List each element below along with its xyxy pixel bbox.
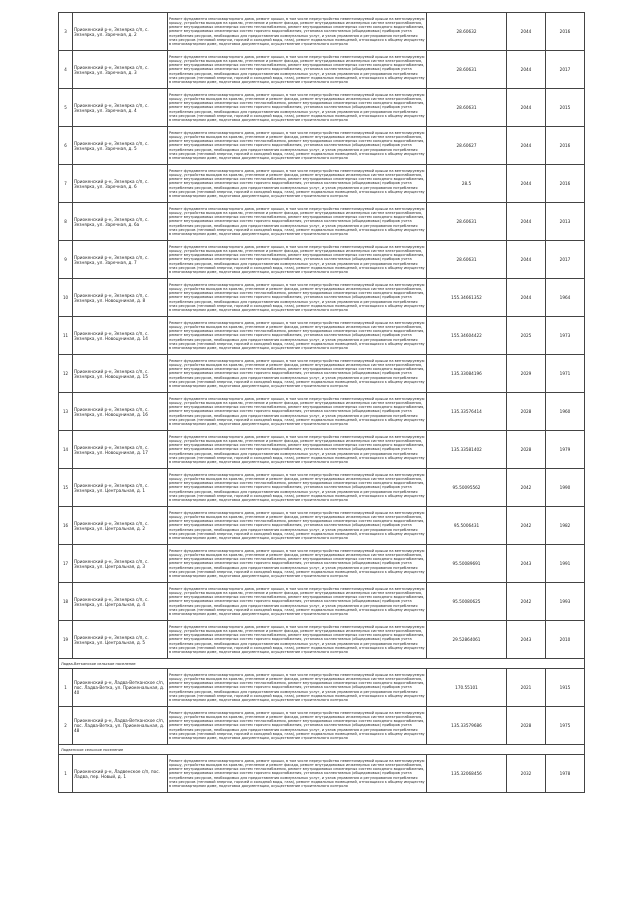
cost-cell: 28.60632: [427, 13, 507, 51]
work-description-cell: [168, 13, 427, 51]
row-number: 15: [59, 469, 73, 507]
year-built-cell: 1960: [546, 393, 585, 431]
table-row: [59, 279, 585, 317]
work-description-text: Ремонт фундамента многоквартирного дома, ремонт крыши, в том числе переустройство невентилируемой крыши на вентилируемую крышу, устройство выходов на кровлю, утепление и ремонт фасада, ремонт внутридомовых инженерных систем электроснабжения, ремонт внутридомовых инженерных систем теплоснабжения, ремонт внутридомовых инженерных систем холодного водоснабжения, ремонт внутридомовых инженерных систем горячего водоснабжения, установка коллективных (общедомовых) приборов учета потребления ресурсов, необходимых для предоставления коммунальных услуг, и узлов управления и регулирования потребления этих ресурсов (тепловой энергии, горячей и холодной воды, газа), ремонт подвальных помещений, относящихся к общему имуществу в многоквартирном доме, подготовка документации, осуществление строительного контроля: [169, 434, 425, 464]
section-label: Ладва-Ветканское сельское поселение: [59, 659, 585, 669]
cost-cell: 95.5006431: [427, 507, 507, 545]
table-row: [59, 431, 585, 469]
work-description-text: Ремонт фундамента многоквартирного дома, ремонт крыши, в том числе переустройство невентилируемой крыши на вентилируемую крышу, устройство выходов на кровлю, утепление и ремонт фасада, ремонт внутридомовых инженерных систем электроснабжения, ремонт внутридомовых инженерных систем теплоснабжения, ремонт внутридомовых инженерных систем холодного водоснабжения, ремонт внутридомовых инженерных систем горячего водоснабжения, установка коллективных (общедомовых) приборов учета потребления ресурсов, необходимых для предоставления коммунальных услуг, и узлов управления и регулирования потребления этих ресурсов (тепловой энергии, горячей и холодной воды, газа), ремонт подвальных помещений, относящихся к общему имуществу в многоквартирном доме, подготовка документации, осуществление строительного контроля: [169, 396, 425, 426]
table-row: [59, 583, 585, 621]
address-cell: Приокенский р-н, Зезнярка с/п, с. Зезнярка, ул. Заречная, д. 6: [73, 165, 168, 203]
document-sheet: [58, 12, 584, 793]
work-description-cell: [168, 507, 427, 545]
work-description-cell: [168, 431, 427, 469]
table-row: [59, 165, 585, 203]
work-description-cell: [168, 127, 427, 165]
row-number: 18: [59, 583, 73, 621]
year-planned-cell: 2044: [507, 51, 546, 89]
work-description-cell: [168, 355, 427, 393]
address-cell: Приокенский р-н, Зезнярка с/п, с. Зезнярка, ул. Центральная, д. 2: [73, 507, 168, 545]
work-description-cell: [168, 393, 427, 431]
row-number: 1: [59, 755, 73, 793]
section-row: [59, 745, 585, 755]
section-row: [59, 659, 585, 669]
cost-cell: 155.34661352: [427, 279, 507, 317]
cost-cell: 28.5: [427, 165, 507, 203]
year-built-cell: 1990: [546, 469, 585, 507]
address-cell: Приокенский р-н, Зезнярка с/п, с. Зезнярка, ул. Заречная, д. 5: [73, 127, 168, 165]
cost-cell: 135.33084196: [427, 355, 507, 393]
cost-cell: 28.60631: [427, 203, 507, 241]
address-cell: Приокенский р-н, Ладва-Ветканское с/п, пос. Ладва-Ветка, ул. Приокенальная, д. 48: [73, 707, 168, 745]
year-planned-cell: 2043: [507, 621, 546, 659]
work-description-cell: [168, 317, 427, 355]
table-row: [59, 393, 585, 431]
work-description-text: Ремонт фундамента многоквартирного дома, ремонт крыши, в том числе переустройство невентилируемой крыши на вентилируемую крышу, устройство выходов на кровлю, утепление и ремонт фасада, ремонт внутридомовых инженерных систем электроснабжения, ремонт внутридомовых инженерных систем теплоснабжения, ремонт внутридомовых инженерных систем холодного водоснабжения, ремонт внутридомовых инженерных систем горячего водоснабжения, установка коллективных (общедомовых) приборов учета потребления ресурсов, необходимых для предоставления коммунальных услуг, и узлов управления и регулирования потребления этих ресурсов (тепловой энергии, горячей и холодной воды, газа), ремонт подвальных помещений, относящихся к общему имуществу в многоквартирном доме, подготовка документации, осуществление строительного контроля: [169, 92, 425, 122]
row-number: 6: [59, 127, 73, 165]
year-built-cell: 2015: [546, 89, 585, 127]
row-number: 10: [59, 279, 73, 317]
row-number: 13: [59, 393, 73, 431]
cost-cell: 28.60627: [427, 127, 507, 165]
year-planned-cell: 2043: [507, 545, 546, 583]
address-cell: Приокенский р-н, Зезнярка с/п, с. Зезнярка, ул. Новоцуниная, д. 14: [73, 317, 168, 355]
table-row: [59, 127, 585, 165]
address-cell: Приокенский р-н, Ладвенское с/п, пос. Ладва, пер. Новый, д. 1: [73, 755, 168, 793]
cost-cell: 135.33576414: [427, 393, 507, 431]
address-cell: Приокенский р-н, Зезнярка с/п, с. Зезнярка, ул. Центральная, д. 1: [73, 469, 168, 507]
year-built-cell: 2013: [546, 203, 585, 241]
address-cell: Приокенский р-н, Зезнярка с/п, с. Зезнярка, ул. Заречная, д. 4: [73, 89, 168, 127]
cost-cell: 28.60631: [427, 89, 507, 127]
address-cell: Приокенский р-н, Зезнярка с/п, с. Зезнярка, ул. Заречная, д. 2: [73, 13, 168, 51]
work-description-cell: [168, 469, 427, 507]
year-planned-cell: 2044: [507, 89, 546, 127]
work-description-text: Ремонт фундамента многоквартирного дома, ремонт крыши, в том числе переустройство невентилируемой крыши на вентилируемую крышу, устройство выходов на кровлю, утепление и ремонт фасада, ремонт внутридомовых инженерных систем электроснабжения, ремонт внутридомовых инженерных систем теплоснабжения, ремонт внутридомовых инженерных систем холодного водоснабжения, ремонт внутридомовых инженерных систем горячего водоснабжения, установка коллективных (общедомовых) приборов учета потребления ресурсов, необходимых для предоставления коммунальных услуг, и узлов управления и регулирования потребления этих ресурсов (тепловой энергии, горячей и холодной воды, газа), ремонт подвальных помещений, относящихся к общему имуществу в многоквартирном доме, подготовка документации, осуществление строительного контроля: [169, 54, 425, 84]
year-planned-cell: 2042: [507, 583, 546, 621]
row-number: 12: [59, 355, 73, 393]
year-built-cell: 2016: [546, 13, 585, 51]
work-description-text: Ремонт фундамента многоквартирного дома, ремонт крыши, в том числе переустройство невентилируемой крыши на вентилируемую крышу, устройство выходов на кровлю, утепление и ремонт фасада, ремонт внутридомовых инженерных систем электроснабжения, ремонт внутридомовых инженерных систем теплоснабжения, ремонт внутридомовых инженерных систем холодного водоснабжения, ремонт внутридомовых инженерных систем горячего водоснабжения, установка коллективных (общедомовых) приборов учета потребления ресурсов, необходимых для предоставления коммунальных услуг, и узлов управления и регулирования потребления этих ресурсов (тепловой энергии, горячей и холодной воды, газа), ремонт подвальных помещений, относящихся к общему имуществу в многоквартирном доме, подготовка документации, осуществление строительного контроля: [169, 672, 425, 702]
year-built-cell: 1964: [546, 279, 585, 317]
work-description-cell: [168, 621, 427, 659]
work-description-cell: [168, 669, 427, 707]
work-description-cell: [168, 583, 427, 621]
work-description-cell: [168, 241, 427, 279]
table-row: [59, 707, 585, 745]
address-cell: Приокенский р-н, Ладва-Ветканское с/п, пос. Ладва-Ветка, ул. Приокенальная, д. 40: [73, 669, 168, 707]
row-number: 5: [59, 89, 73, 127]
cost-cell: 135.32068456: [427, 755, 507, 793]
year-built-cell: 1978: [546, 755, 585, 793]
table-row: [59, 755, 585, 793]
cost-cell: 135.33579686: [427, 707, 507, 745]
year-planned-cell: 2042: [507, 507, 546, 545]
work-description-text: Ремонт фундамента многоквартирного дома, ремонт крыши, в том числе переустройство невентилируемой крыши на вентилируемую крышу, устройство выходов на кровлю, утепление и ремонт фасада, ремонт внутридомовых инженерных систем электроснабжения, ремонт внутридомовых инженерных систем теплоснабжения, ремонт внутридомовых инженерных систем холодного водоснабжения, ремонт внутридомовых инженерных систем горячего водоснабжения, установка коллективных (общедомовых) приборов учета потребления ресурсов, необходимых для предоставления коммунальных услуг, и узлов управления и регулирования потребления этих ресурсов (тепловой энергии, горячей и холодной воды, газа), ремонт подвальных помещений, относящихся к общему имуществу в многоквартирном доме, подготовка документации, осуществление строительного контроля: [169, 16, 425, 46]
cost-cell: 28.60631: [427, 241, 507, 279]
year-built-cell: 1993: [546, 583, 585, 621]
row-number: 1: [59, 669, 73, 707]
cost-cell: 170.55101: [427, 669, 507, 707]
table-body: [59, 13, 585, 793]
row-number: 4: [59, 51, 73, 89]
row-number: 7: [59, 165, 73, 203]
work-description-text: Ремонт фундамента многоквартирного дома, ремонт крыши, в том числе переустройство невентилируемой крыши на вентилируемую крышу, устройство выходов на кровлю, утепление и ремонт фасада, ремонт внутридомовых инженерных систем электроснабжения, ремонт внутридомовых инженерных систем теплоснабжения, ремонт внутридомовых инженерных систем холодного водоснабжения, ремонт внутридомовых инженерных систем горячего водоснабжения, установка коллективных (общедомовых) приборов учета потребления ресурсов, необходимых для предоставления коммунальных услуг, и узлов управления и регулирования потребления этих ресурсов (тепловой энергии, горячей и холодной воды, газа), ремонт подвальных помещений, относящихся к общему имуществу в многоквартирном доме, подготовка документации, осуществление строительного контроля: [169, 624, 425, 654]
year-planned-cell: 2028: [507, 393, 546, 431]
address-cell: Приокенский р-н, Зезнярка с/п, с. Зезнярка, ул. Заречная, д. 6а: [73, 203, 168, 241]
year-built-cell: 2017: [546, 241, 585, 279]
year-planned-cell: 2044: [507, 279, 546, 317]
table-row: [59, 317, 585, 355]
work-description-cell: [168, 755, 427, 793]
work-description-cell: [168, 89, 427, 127]
work-description-cell: [168, 279, 427, 317]
year-planned-cell: 2044: [507, 203, 546, 241]
work-description-cell: [168, 51, 427, 89]
work-description-text: Ремонт фундамента многоквартирного дома, ремонт крыши, в том числе переустройство невентилируемой крыши на вентилируемую крышу, устройство выходов на кровлю, утепление и ремонт фасада, ремонт внутридомовых инженерных систем электроснабжения, ремонт внутридомовых инженерных систем теплоснабжения, ремонт внутридомовых инженерных систем холодного водоснабжения, ремонт внутридомовых инженерных систем горячего водоснабжения, установка коллективных (общедомовых) приборов учета потребления ресурсов, необходимых для предоставления коммунальных услуг, и узлов управления и регулирования потребления этих ресурсов (тепловой энергии, горячей и холодной воды, газа), ремонт подвальных помещений, относящихся к общему имуществу в многоквартирном доме, подготовка документации, осуществление строительного контроля: [169, 282, 425, 312]
address-cell: Приокенский р-н, Зезнярка с/п, с. Зезнярка, ул. Новоцуниная, д. 8: [73, 279, 168, 317]
address-cell: Приокенский р-н, Зезнярка с/п, с. Зезнярка, ул. Центральная, д. 4: [73, 583, 168, 621]
address-cell: Приокенский р-н, Зезнярка с/п, с. Зезнярка, ул. Заречная, д. 7: [73, 241, 168, 279]
table-row: [59, 241, 585, 279]
year-built-cell: 2017: [546, 51, 585, 89]
year-planned-cell: 2044: [507, 165, 546, 203]
work-description-text: Ремонт фундамента многоквартирного дома, ремонт крыши, в том числе переустройство невентилируемой крыши на вентилируемую крышу, устройство выходов на кровлю, утепление и ремонт фасада, ремонт внутридомовых инженерных систем электроснабжения, ремонт внутридомовых инженерных систем теплоснабжения, ремонт внутридомовых инженерных систем холодного водоснабжения, ремонт внутридомовых инженерных систем горячего водоснабжения, установка коллективных (общедомовых) приборов учета потребления ресурсов, необходимых для предоставления коммунальных услуг, и узлов управления и регулирования потребления этих ресурсов (тепловой энергии, горячей и холодной воды, газа), ремонт подвальных помещений, относящихся к общему имуществу в многоквартирном доме, подготовка документации, осуществление строительного контроля: [169, 130, 425, 160]
row-number: 14: [59, 431, 73, 469]
year-built-cell: 1991: [546, 545, 585, 583]
cost-cell: 135.33581402: [427, 431, 507, 469]
table-row: [59, 355, 585, 393]
address-cell: Приокенский р-н, Зезнярка с/п, с. Зезнярка, ул. Центральная, д. 5: [73, 621, 168, 659]
section-label: Ладвенское сельское поселение: [59, 745, 585, 755]
row-number: 2: [59, 707, 73, 745]
work-description-text: Ремонт фундамента многоквартирного дома, ремонт крыши, в том числе переустройство невентилируемой крыши на вентилируемую крышу, устройство выходов на кровлю, утепление и ремонт фасада, ремонт внутридомовых инженерных систем электроснабжения, ремонт внутридомовых инженерных систем теплоснабжения, ремонт внутридомовых инженерных систем холодного водоснабжения, ремонт внутридомовых инженерных систем горячего водоснабжения, установка коллективных (общедомовых) приборов учета потребления ресурсов, необходимых для предоставления коммунальных услуг, и узлов управления и регулирования потребления этих ресурсов (тепловой энергии, горячей и холодной воды, газа), ремонт подвальных помещений, относящихся к общему имуществу в многоквартирном доме, подготовка документации, осуществление строительного контроля: [169, 320, 425, 350]
work-description-text: Ремонт фундамента многоквартирного дома, ремонт крыши, в том числе переустройство невентилируемой крыши на вентилируемую крышу, устройство выходов на кровлю, утепление и ремонт фасада, ремонт внутридомовых инженерных систем электроснабжения, ремонт внутридомовых инженерных систем теплоснабжения, ремонт внутридомовых инженерных систем холодного водоснабжения, ремонт внутридомовых инженерных систем горячего водоснабжения, установка коллективных (общедомовых) приборов учета потребления ресурсов, необходимых для предоставления коммунальных услуг, и узлов управления и регулирования потребления этих ресурсов (тепловой энергии, горячей и холодной воды, газа), ремонт подвальных помещений, относящихся к общему имуществу в многоквартирном доме, подготовка документации, осуществление строительного контроля: [169, 710, 425, 740]
row-number: 8: [59, 203, 73, 241]
table-row: [59, 13, 585, 51]
address-cell: Приокенский р-н, Зезнярка с/п, с. Зезнярка, ул. Новоцуниная, д. 17: [73, 431, 168, 469]
address-cell: Приокенский р-н, Зезнярка с/п, с. Зезнярка, ул. Новоцуниная, д. 15: [73, 355, 168, 393]
cost-cell: 29.52864061: [427, 621, 507, 659]
year-planned-cell: 2025: [507, 317, 546, 355]
work-description-cell: [168, 203, 427, 241]
table-row: [59, 545, 585, 583]
address-cell: Приокенский р-н, Зезнярка с/п, с. Зезнярка, ул. Заречная, д. 3: [73, 51, 168, 89]
work-description-text: Ремонт фундамента многоквартирного дома, ремонт крыши, в том числе переустройство невентилируемой крыши на вентилируемую крышу, устройство выходов на кровлю, утепление и ремонт фасада, ремонт внутридомовых инженерных систем электроснабжения, ремонт внутридомовых инженерных систем теплоснабжения, ремонт внутридомовых инженерных систем холодного водоснабжения, ремонт внутридомовых инженерных систем горячего водоснабжения, установка коллективных (общедомовых) приборов учета потребления ресурсов, необходимых для предоставления коммунальных услуг, и узлов управления и регулирования потребления этих ресурсов (тепловой энергии, горячей и холодной воды, газа), ремонт подвальных помещений, относящихся к общему имуществу в многоквартирном доме, подготовка документации, осуществление строительного контроля: [169, 244, 425, 274]
row-number: 17: [59, 545, 73, 583]
row-number: 9: [59, 241, 73, 279]
work-description-text: Ремонт фундамента многоквартирного дома, ремонт крыши, в том числе переустройство невентилируемой крыши на вентилируемую крышу, устройство выходов на кровлю, утепление и ремонт фасада, ремонт внутридомовых инженерных систем электроснабжения, ремонт внутридомовых инженерных систем теплоснабжения, ремонт внутридомовых инженерных систем холодного водоснабжения, ремонт внутридомовых инженерных систем горячего водоснабжения, установка коллективных (общедомовых) приборов учета потребления ресурсов, необходимых для предоставления коммунальных услуг, и узлов управления и регулирования потребления этих ресурсов (тепловой энергии, горячей и холодной воды, газа), ремонт подвальных помещений, относящихся к общему имуществу в многоквартирном доме, подготовка документации, осуществление строительного контроля: [169, 510, 425, 540]
row-number: 3: [59, 13, 73, 51]
table-row: [59, 89, 585, 127]
year-planned-cell: 2044: [507, 127, 546, 165]
year-built-cell: 2016: [546, 165, 585, 203]
cost-cell: 28.60631: [427, 51, 507, 89]
table-row: [59, 203, 585, 241]
year-planned-cell: 2044: [507, 241, 546, 279]
work-description-text: Ремонт фундамента многоквартирного дома, ремонт крыши, в том числе переустройство невентилируемой крыши на вентилируемую крышу, устройство выходов на кровлю, утепление и ремонт фасада, ремонт внутридомовых инженерных систем электроснабжения, ремонт внутридомовых инженерных систем теплоснабжения, ремонт внутридомовых инженерных систем холодного водоснабжения, ремонт внутридомовых инженерных систем горячего водоснабжения, установка коллективных (общедомовых) приборов учета потребления ресурсов, необходимых для предоставления коммунальных услуг, и узлов управления и регулирования потребления этих ресурсов (тепловой энергии, горячей и холодной воды, газа), ремонт подвальных помещений, относящихся к общему имуществу в многоквартирном доме, подготовка документации, осуществление строительного контроля: [169, 206, 425, 236]
cost-cell: 95.50095562: [427, 469, 507, 507]
work-description-text: Ремонт фундамента многоквартирного дома, ремонт крыши, в том числе переустройство невентилируемой крыши на вентилируемую крышу, устройство выходов на кровлю, утепление и ремонт фасада, ремонт внутридомовых инженерных систем электроснабжения, ремонт внутридомовых инженерных систем теплоснабжения, ремонт внутридомовых инженерных систем холодного водоснабжения, ремонт внутридомовых инженерных систем горячего водоснабжения, установка коллективных (общедомовых) приборов учета потребления ресурсов, необходимых для предоставления коммунальных услуг, и узлов управления и регулирования потребления этих ресурсов (тепловой энергии, горячей и холодной воды, газа), ремонт подвальных помещений, относящихся к общему имуществу в многоквартирном доме, подготовка документации, осуществление строительного контроля: [169, 548, 425, 578]
year-built-cell: 2016: [546, 127, 585, 165]
work-description-text: Ремонт фундамента многоквартирного дома, ремонт крыши, в том числе переустройство невентилируемой крыши на вентилируемую крышу, устройство выходов на кровлю, утепление и ремонт фасада, ремонт внутридомовых инженерных систем электроснабжения, ремонт внутридомовых инженерных систем теплоснабжения, ремонт внутридомовых инженерных систем холодного водоснабжения, ремонт внутридомовых инженерных систем горячего водоснабжения, установка коллективных (общедомовых) приборов учета потребления ресурсов, необходимых для предоставления коммунальных услуг, и узлов управления и регулирования потребления этих ресурсов (тепловой энергии, горячей и холодной воды, газа), ремонт подвальных помещений, относящихся к общему имуществу в многоквартирном доме, подготовка документации, осуществление строительного контроля: [169, 358, 425, 388]
year-built-cell: 1979: [546, 431, 585, 469]
year-planned-cell: 2029: [507, 355, 546, 393]
address-cell: Приокенский р-н, Зезнярка с/п, с. Зезнярка, ул. Новоцуниная, д. 16: [73, 393, 168, 431]
address-cell: Приокенский р-н, Зезнярка с/п, с. Зезнярка, ул. Центральная, д. 3: [73, 545, 168, 583]
year-built-cell: 1975: [546, 707, 585, 745]
table-row: [59, 507, 585, 545]
work-description-text: Ремонт фундамента многоквартирного дома, ремонт крыши, в том числе переустройство невентилируемой крыши на вентилируемую крышу, устройство выходов на кровлю, утепление и ремонт фасада, ремонт внутридомовых инженерных систем электроснабжения, ремонт внутридомовых инженерных систем теплоснабжения, ремонт внутридомовых инженерных систем холодного водоснабжения, ремонт внутридомовых инженерных систем горячего водоснабжения, установка коллективных (общедомовых) приборов учета потребления ресурсов, необходимых для предоставления коммунальных услуг, и узлов управления и регулирования потребления этих ресурсов (тепловой энергии, горячей и холодной воды, газа), ремонт подвальных помещений, относящихся к общему имуществу в многоквартирном доме, подготовка документации, осуществление строительного контроля: [169, 168, 425, 198]
year-planned-cell: 2028: [507, 707, 546, 745]
year-planned-cell: 2044: [507, 13, 546, 51]
row-number: 19: [59, 621, 73, 659]
work-description-cell: [168, 545, 427, 583]
table-row: [59, 51, 585, 89]
year-built-cell: 1973: [546, 317, 585, 355]
table-row: [59, 669, 585, 707]
year-built-cell: 1915: [546, 669, 585, 707]
year-planned-cell: 2021: [507, 669, 546, 707]
cost-cell: 95.50089691: [427, 545, 507, 583]
work-description-cell: [168, 165, 427, 203]
year-built-cell: 1971: [546, 355, 585, 393]
year-built-cell: 2010: [546, 621, 585, 659]
year-planned-cell: 2032: [507, 755, 546, 793]
year-planned-cell: 2042: [507, 469, 546, 507]
table-row: [59, 621, 585, 659]
cost-cell: 95.50080625: [427, 583, 507, 621]
work-description-cell: [168, 707, 427, 745]
work-description-text: Ремонт фундамента многоквартирного дома, ремонт крыши, в том числе переустройство невентилируемой крыши на вентилируемую крышу, устройство выходов на кровлю, утепление и ремонт фасада, ремонт внутридомовых инженерных систем электроснабжения, ремонт внутридомовых инженерных систем теплоснабжения, ремонт внутридомовых инженерных систем холодного водоснабжения, ремонт внутридомовых инженерных систем горячего водоснабжения, установка коллективных (общедомовых) приборов учета потребления ресурсов, необходимых для предоставления коммунальных услуг, и узлов управления и регулирования потребления этих ресурсов (тепловой энергии, горячей и холодной воды, газа), ремонт подвальных помещений, относящихся к общему имуществу в многоквартирном доме, подготовка документации, осуществление строительного контроля: [169, 586, 425, 616]
row-number: 16: [59, 507, 73, 545]
work-description-text: Ремонт фундамента многоквартирного дома, ремонт крыши, в том числе переустройство невентилируемой крыши на вентилируемую крышу, устройство выходов на кровлю, утепление и ремонт фасада, ремонт внутридомовых инженерных систем электроснабжения, ремонт внутридомовых инженерных систем теплоснабжения, ремонт внутридомовых инженерных систем холодного водоснабжения, ремонт внутридомовых инженерных систем горячего водоснабжения, установка коллективных (общедомовых) приборов учета потребления ресурсов, необходимых для предоставления коммунальных услуг, и узлов управления и регулирования потребления этих ресурсов (тепловой энергии, горячей и холодной воды, газа), ремонт подвальных помещений, относящихся к общему имуществу в многоквартирном доме, подготовка документации, осуществление строительного контроля: [169, 472, 425, 502]
year-planned-cell: 2028: [507, 431, 546, 469]
year-built-cell: 1982: [546, 507, 585, 545]
cost-cell: 155.34604422: [427, 317, 507, 355]
row-number: 11: [59, 317, 73, 355]
table-row: [59, 469, 585, 507]
work-description-text: Ремонт фундамента многоквартирного дома, ремонт крыши, в том числе переустройство невентилируемой крыши на вентилируемую крышу, устройство выходов на кровлю, утепление и ремонт фасада, ремонт внутридомовых инженерных систем электроснабжения, ремонт внутридомовых инженерных систем теплоснабжения, ремонт внутридомовых инженерных систем холодного водоснабжения, ремонт внутридомовых инженерных систем горячего водоснабжения, установка коллективных (общедомовых) приборов учета потребления ресурсов, необходимых для предоставления коммунальных услуг, и узлов управления и регулирования потребления этих ресурсов (тепловой энергии, горячей и холодной воды, газа), ремонт подвальных помещений, относящихся к общему имуществу в многоквартирном доме, подготовка документации, осуществление строительного контроля: [169, 758, 425, 788]
capital-repair-table: [58, 12, 585, 793]
